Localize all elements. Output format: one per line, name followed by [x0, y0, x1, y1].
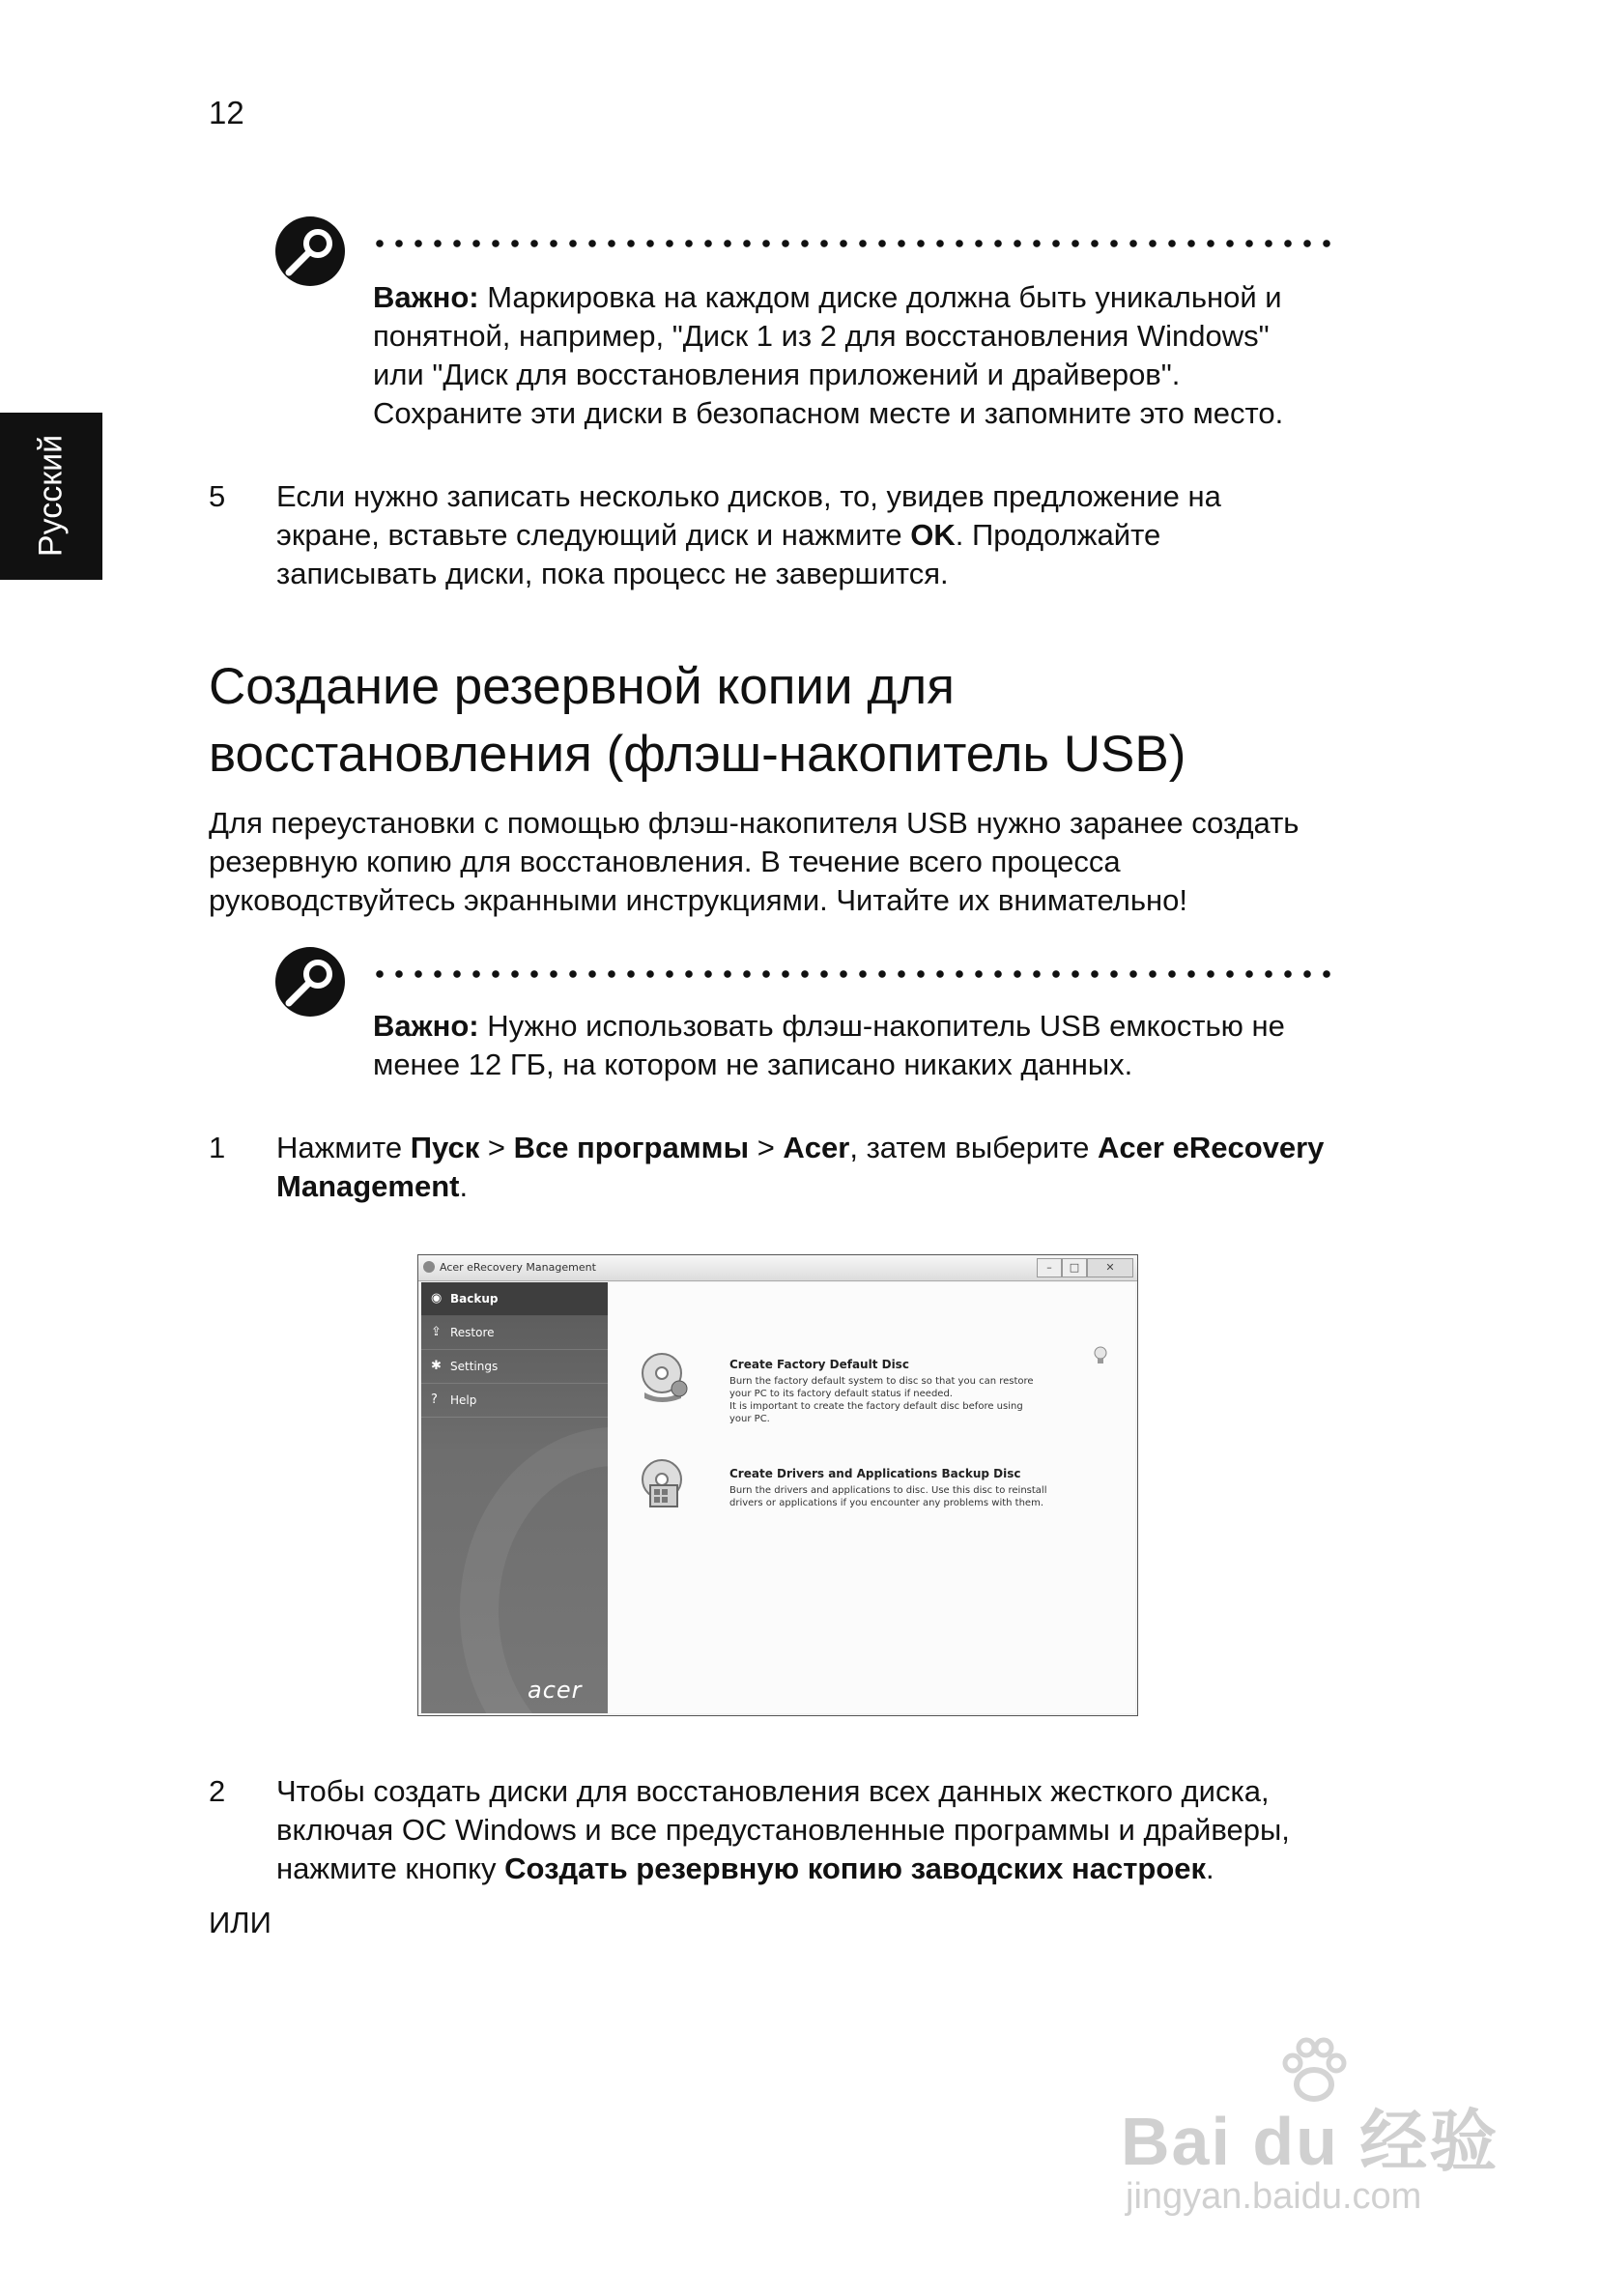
step-text: экране, вставьте следующий диск и нажмите	[276, 518, 911, 552]
app-name-label: Management	[276, 1169, 460, 1203]
note-divider	[370, 969, 1338, 979]
note-text: Сохраните эти диски в безопасном месте и запомните это место.	[373, 396, 1284, 430]
intro-line: резервную копию для восстановления. В течение всего процесса	[209, 845, 1121, 878]
heading-line: восстановления (флэш-накопитель USB)	[209, 726, 1186, 783]
desc-line: your PC.	[729, 1414, 770, 1424]
create-factory-disc-button[interactable]: Create Factory Default Disc	[729, 1358, 909, 1371]
maximize-button[interactable]: □	[1062, 1258, 1087, 1277]
step-text: >	[479, 1131, 514, 1164]
erecovery-window	[417, 1254, 1138, 1716]
sidebar-item-label: Backup	[450, 1292, 499, 1306]
note-text: менее 12 ГБ, на котором не записано никаких данных.	[373, 1048, 1133, 1081]
sidebar-item-backup[interactable]	[421, 1282, 608, 1316]
language-tab-label: Русский	[32, 434, 70, 558]
step-number: 5	[209, 479, 226, 513]
create-backup-label: Создать резервную копию заводских настроек	[504, 1851, 1207, 1885]
window-title: Acer eRecovery Management	[440, 1261, 596, 1274]
window-sidebar	[421, 1282, 608, 1713]
sidebar-item-label: Help	[450, 1393, 477, 1407]
acer-logo: acer	[528, 1677, 583, 1704]
drivers-disc-icon[interactable]	[637, 1456, 691, 1510]
heading-line: Создание резервной копии для	[209, 658, 955, 715]
step-text: нажмите кнопку	[276, 1851, 505, 1885]
step-5-text	[276, 477, 1368, 593]
sidebar-item-settings[interactable]	[421, 1350, 608, 1384]
app-icon	[423, 1261, 435, 1273]
sidebar-item-help[interactable]	[421, 1384, 608, 1418]
note-label: Важно:	[373, 280, 479, 314]
backup-icon: ◉	[431, 1291, 443, 1306]
desc-line: drivers or applications if you encounter any problems with them.	[729, 1498, 1043, 1508]
step-text: . Продолжайте	[955, 518, 1161, 552]
watermark-logo: Bai du 经验	[1121, 2104, 1500, 2179]
note-text: Нужно использовать флэш-накопитель USB емкостью не	[487, 1009, 1285, 1043]
section-heading	[209, 653, 1368, 789]
step-text: .	[1206, 1851, 1214, 1885]
step-text: Чтобы создать диски для восстановления всех данных жесткого диска,	[276, 1774, 1270, 1808]
minimize-button[interactable]: –	[1037, 1258, 1062, 1277]
desc-line: It is important to create the factory default disc before using	[729, 1401, 1023, 1412]
note-divider	[370, 239, 1338, 248]
window-titlebar	[418, 1255, 1137, 1281]
desc-line: Burn the drivers and applications to disc. Use this disc to reinstall	[729, 1485, 1047, 1496]
start-label: Пуск	[410, 1131, 480, 1164]
step-text: , затем выберите	[849, 1131, 1099, 1164]
window-content	[608, 1282, 1135, 1713]
acer-label: Acer	[783, 1131, 850, 1164]
close-button[interactable]: ✕	[1087, 1258, 1133, 1277]
page-number: 12	[209, 95, 244, 130]
step-number: 2	[209, 1774, 226, 1808]
step-text: >	[749, 1131, 784, 1164]
drivers-disc-description	[729, 1484, 1077, 1509]
step-number: 1	[209, 1131, 226, 1164]
sidebar-item-restore[interactable]	[421, 1316, 608, 1350]
step-text: включая ОС Windows и все предустановленные программы и драйверы,	[276, 1813, 1290, 1847]
note-important-2	[373, 1007, 1358, 1084]
desc-line: your PC to its factory default status if needed.	[729, 1389, 953, 1399]
create-drivers-disc-button[interactable]: Create Drivers and Applications Backup Disc	[729, 1467, 1021, 1480]
step-text: Если нужно записать несколько дисков, то, увидев предложение на	[276, 479, 1221, 513]
step-1-text	[276, 1129, 1368, 1206]
app-name-label: Acer eRecovery	[1098, 1131, 1325, 1164]
note-text: Маркировка на каждом диске должна быть уникальной и	[487, 280, 1282, 314]
language-tab	[0, 413, 102, 580]
help-icon: ?	[431, 1392, 438, 1407]
sidebar-decoration	[460, 1427, 608, 1713]
key-icon	[273, 945, 347, 1019]
intro-paragraph	[209, 804, 1368, 920]
note-important-1	[373, 278, 1358, 433]
sidebar-item-label: Restore	[450, 1326, 495, 1339]
settings-icon: ✱	[431, 1359, 442, 1373]
step-text: .	[459, 1169, 469, 1203]
or-label: ИЛИ	[209, 1906, 271, 1939]
step-text: записывать диски, пока процесс не завершится.	[276, 557, 949, 590]
all-programs-label: Все программы	[513, 1131, 750, 1164]
intro-line: Для переустановки с помощью флэш-накопителя USB нужно заранее создать	[209, 806, 1300, 840]
restore-icon: ⇪	[431, 1325, 442, 1339]
desc-line: Burn the factory default system to disc so that you can restore	[729, 1376, 1034, 1387]
key-icon	[273, 215, 347, 288]
sidebar-item-label: Settings	[450, 1360, 499, 1373]
factory-disc-icon[interactable]	[637, 1350, 691, 1404]
note-label: Важно:	[373, 1009, 479, 1043]
step-2-text	[276, 1772, 1368, 1888]
lightbulb-icon[interactable]	[1093, 1346, 1108, 1365]
note-text: понятной, например, "Диск 1 из 2 для восстановления Windows"	[373, 319, 1270, 353]
intro-line: руководствуйтесь экранными инструкциями. Читайте их внимательно!	[209, 883, 1187, 917]
note-text: или "Диск для восстановления приложений и драйверов".	[373, 358, 1181, 391]
watermark-url: jingyan.baidu.com	[1126, 2176, 1422, 2217]
step-text: Нажмите	[276, 1131, 411, 1164]
ok-label: OK	[910, 518, 956, 552]
factory-disc-description	[729, 1375, 1077, 1425]
